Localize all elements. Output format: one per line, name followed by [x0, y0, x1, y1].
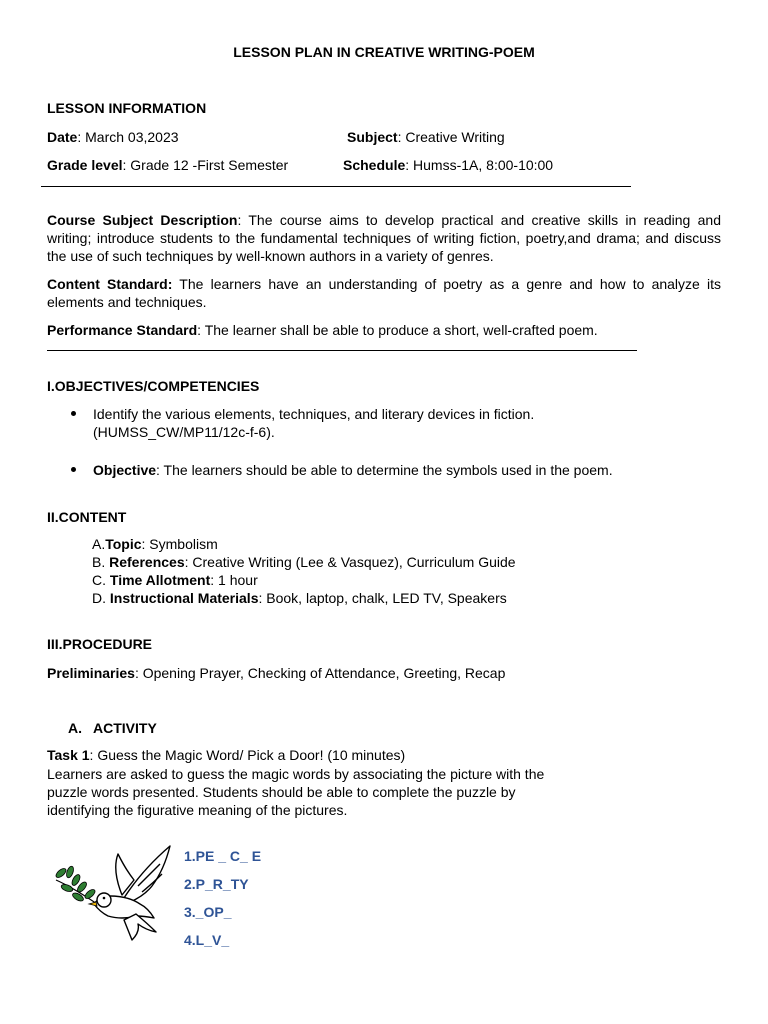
objective-bullet-1-line-2: (HUMSS_CW/MP11/12c-f-6).	[93, 424, 275, 440]
content-item-time-allotment: C. Time Allotment: 1 hour	[92, 572, 258, 588]
preliminaries-label: Preliminaries	[47, 665, 135, 681]
lesson-info-heading: LESSON INFORMATION	[47, 100, 207, 116]
activity-description-line-1: Learners are asked to guess the magic words by associating the picture with the	[47, 766, 545, 782]
task-text: : Guess the Magic Word/ Pick a Door! (10 minutes)	[89, 747, 406, 763]
objectives-heading: I.OBJECTIVES/COMPETENCIES	[47, 378, 260, 394]
content-standard-text: The learners have an understanding of poetry as a genre and how to analyze its elements and techniques.	[47, 276, 721, 310]
task-label: Task 1	[47, 747, 90, 763]
subject-label: Subject	[347, 129, 398, 145]
bullet-icon	[71, 411, 76, 416]
grade-value: : Grade 12 -First Semester	[122, 157, 289, 173]
grade-line	[47, 156, 288, 174]
divider-rule	[41, 186, 631, 187]
subject-line	[347, 128, 505, 146]
preliminaries-text: : Opening Prayer, Checking of Attendance, Greeting, Recap	[134, 665, 506, 681]
objective-bullet-2	[93, 461, 613, 479]
divider-rule	[47, 350, 637, 351]
content-item-materials: D. Instructional Materials: Book, laptop, chalk, LED TV, Speakers	[92, 590, 507, 606]
content-heading: II.CONTENT	[47, 509, 127, 525]
activity-description-line-3: identifying the figurative meaning of the pictures.	[47, 802, 348, 818]
objective-bullet-1-line-1: Identify the various elements, techniques, and literary devices in fiction.	[93, 406, 535, 422]
content-standard-label: Content Standard:	[47, 276, 173, 292]
objective-label: Objective	[93, 462, 157, 478]
activity-description-line-2: puzzle words presented. Students should be able to complete the puzzle by	[47, 784, 516, 800]
performance-standard-text: : The learner shall be able to produce a short, well-crafted poem.	[197, 322, 598, 338]
course-description-label: Course Subject Description	[47, 212, 238, 228]
subject-value: : Creative Writing	[397, 129, 505, 145]
performance-standard-label: Performance Standard	[47, 322, 198, 338]
schedule-line	[343, 156, 553, 174]
content-item-topic: A.Topic: Symbolism	[92, 536, 218, 552]
dove-with-olive-branch-icon	[52, 840, 182, 945]
document-title: LESSON PLAN IN CREATIVE WRITING-POEM	[233, 44, 535, 60]
preliminaries-line	[47, 664, 505, 682]
puzzle-word-2: 2.P_R_TY	[184, 876, 249, 892]
content-item-references: B. References: Creative Writing (Lee & Vasquez), Curriculum Guide	[92, 554, 516, 570]
date-value: : March 03,2023	[77, 129, 179, 145]
puzzle-word-4: 4.L_V_	[184, 932, 230, 948]
course-description-text: : The course aims to develop practical and creative skills in reading and writing; introduce students to the fundamental techniques of writing fiction, poetry,and drama; and discuss the use of such techniques by well-known authors in a variety of genres.	[47, 212, 722, 264]
schedule-label: Schedule	[343, 157, 406, 173]
schedule-value: : Humss-1A, 8:00-10:00	[405, 157, 554, 173]
grade-label: Grade level	[47, 157, 123, 173]
content-standard	[47, 275, 721, 311]
bullet-icon	[71, 467, 76, 472]
puzzle-word-3: 3._OP_	[184, 904, 232, 920]
objective-text: : The learners should be able to determine the symbols used in the poem.	[156, 462, 613, 478]
activity-heading-letter: A.	[68, 720, 82, 736]
course-description	[47, 211, 721, 265]
puzzle-word-1: 1.PE _ C_ E	[184, 848, 262, 864]
activity-heading: ACTIVITY	[93, 720, 157, 736]
date-line	[47, 128, 179, 146]
task-line	[47, 746, 405, 764]
procedure-heading: III.PROCEDURE	[47, 636, 153, 652]
performance-standard	[47, 321, 721, 339]
date-label: Date	[47, 129, 78, 145]
